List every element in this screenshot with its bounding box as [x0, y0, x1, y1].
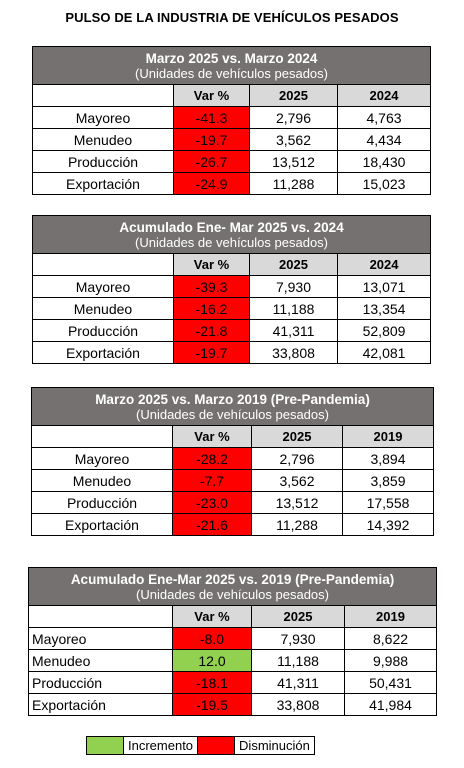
row-label: Menudeo [29, 650, 173, 672]
table-row [33, 298, 431, 320]
value-cell: 4,434 [338, 129, 431, 151]
table-row [29, 672, 437, 694]
var-cell: -18.1 [173, 672, 252, 694]
value-cell: 13,354 [338, 298, 431, 320]
table-marzo-2025-vs-2019 [31, 387, 434, 536]
table-row [29, 694, 437, 716]
table-subtitle: (Unidades de vehículos pesados) [136, 586, 329, 602]
row-label: Mayoreo [33, 276, 174, 298]
row-label: Exportación [32, 514, 173, 536]
value-cell: 50,431 [345, 672, 437, 694]
row-label: Mayoreo [29, 628, 173, 650]
table-title: Marzo 2025 vs. Marzo 2019 (Pre-Pandemia) [95, 391, 370, 407]
table-row [32, 492, 434, 514]
column-header-year-b: 2019 [345, 606, 437, 628]
column-header-year-a: 2025 [252, 426, 343, 448]
var-cell: -19.7 [174, 342, 250, 364]
value-cell: 3,859 [343, 470, 434, 492]
page-title: PULSO DE LA INDUSTRIA DE VEHÍCULOS PESADOS [65, 10, 399, 25]
value-cell: 13,512 [252, 492, 343, 514]
value-cell: 3,562 [252, 470, 343, 492]
value-cell: 4,763 [338, 107, 431, 129]
var-cell: 12.0 [173, 650, 252, 672]
table-title: Acumulado Ene- Mar 2025 vs. 2024 [119, 219, 344, 235]
table-row [33, 151, 431, 173]
value-cell: 13,071 [338, 276, 431, 298]
table-header [33, 47, 431, 85]
value-cell: 7,930 [252, 628, 345, 650]
value-cell: 3,562 [250, 129, 338, 151]
row-label: Producción [29, 672, 173, 694]
value-cell: 9,988 [345, 650, 437, 672]
var-cell: -8.0 [173, 628, 252, 650]
var-cell: -16.2 [174, 298, 250, 320]
var-cell: -21.8 [174, 320, 250, 342]
value-cell: 13,512 [250, 151, 338, 173]
legend-increase-label: Incremento [124, 737, 198, 755]
column-header-year-a: 2025 [250, 254, 338, 276]
column-header-blank [33, 254, 174, 276]
var-cell: -7.7 [173, 470, 252, 492]
table-acumulado-2025-vs-2019 [28, 567, 437, 716]
table-header [33, 216, 431, 254]
table-acumulado-2025-vs-2024 [32, 215, 431, 364]
var-cell: -41.3 [174, 107, 250, 129]
row-label: Exportación [33, 342, 174, 364]
value-cell: 33,808 [252, 694, 345, 716]
value-cell: 11,188 [250, 298, 338, 320]
value-cell: 41,311 [250, 320, 338, 342]
value-cell: 14,392 [343, 514, 434, 536]
column-header-var: Var % [173, 426, 252, 448]
table-row [33, 342, 431, 364]
column-header-year-b: 2019 [343, 426, 434, 448]
table-row [33, 276, 431, 298]
table-header [29, 568, 437, 606]
table-row [32, 514, 434, 536]
value-cell: 11,288 [252, 514, 343, 536]
table-title: Marzo 2025 vs. Marzo 2024 [145, 50, 318, 66]
legend-increase-swatch [87, 737, 124, 755]
table-row [32, 448, 434, 470]
table-row [29, 628, 437, 650]
row-label: Mayoreo [33, 107, 174, 129]
table-marzo-2025-vs-2024 [32, 46, 431, 195]
table-subtitle: (Unidades de vehículos pesados) [135, 234, 328, 250]
column-header-var: Var % [174, 85, 250, 107]
table-row [32, 470, 434, 492]
row-label: Producción [33, 151, 174, 173]
legend-decrease-label: Disminución [235, 737, 315, 755]
table-subtitle: (Unidades de vehículos pesados) [136, 406, 329, 422]
row-label: Mayoreo [32, 448, 173, 470]
column-header-year-b: 2024 [338, 85, 431, 107]
table-row [29, 650, 437, 672]
value-cell: 41,311 [252, 672, 345, 694]
legend-decrease-swatch [198, 737, 235, 755]
var-cell: -19.7 [174, 129, 250, 151]
value-cell: 42,081 [338, 342, 431, 364]
value-cell: 15,023 [338, 173, 431, 195]
value-cell: 41,984 [345, 694, 437, 716]
column-header-blank [29, 606, 173, 628]
var-cell: -26.7 [174, 151, 250, 173]
table-header [32, 388, 434, 426]
value-cell: 7,930 [250, 276, 338, 298]
value-cell: 33,808 [250, 342, 338, 364]
table-row [33, 173, 431, 195]
value-cell: 52,809 [338, 320, 431, 342]
column-header-blank [33, 85, 174, 107]
value-cell: 17,558 [343, 492, 434, 514]
table-row [33, 129, 431, 151]
value-cell: 8,622 [345, 628, 437, 650]
column-header-year-a: 2025 [250, 85, 338, 107]
row-label: Exportación [29, 694, 173, 716]
table-row [33, 320, 431, 342]
table-subtitle: (Unidades de vehículos pesados) [135, 65, 328, 81]
var-cell: -28.2 [173, 448, 252, 470]
row-label: Exportación [33, 173, 174, 195]
column-header-var: Var % [173, 606, 252, 628]
var-cell: -21.6 [173, 514, 252, 536]
table-title: Acumulado Ene-Mar 2025 vs. 2019 (Pre-Pandemia) [70, 571, 395, 587]
var-cell: -23.0 [173, 492, 252, 514]
column-header-blank [32, 426, 173, 448]
var-cell: -39.3 [174, 276, 250, 298]
column-header-year-b: 2024 [338, 254, 431, 276]
value-cell: 11,188 [252, 650, 345, 672]
value-cell: 3,894 [343, 448, 434, 470]
row-label: Menudeo [33, 298, 174, 320]
value-cell: 2,796 [252, 448, 343, 470]
legend [86, 736, 315, 755]
value-cell: 11,288 [250, 173, 338, 195]
row-label: Producción [33, 320, 174, 342]
value-cell: 18,430 [338, 151, 431, 173]
value-cell: 2,796 [250, 107, 338, 129]
var-cell: -19.5 [173, 694, 252, 716]
table-row [33, 107, 431, 129]
column-header-var: Var % [174, 254, 250, 276]
row-label: Menudeo [33, 129, 174, 151]
row-label: Producción [32, 492, 173, 514]
column-header-year-a: 2025 [252, 606, 345, 628]
row-label: Menudeo [32, 470, 173, 492]
var-cell: -24.9 [174, 173, 250, 195]
